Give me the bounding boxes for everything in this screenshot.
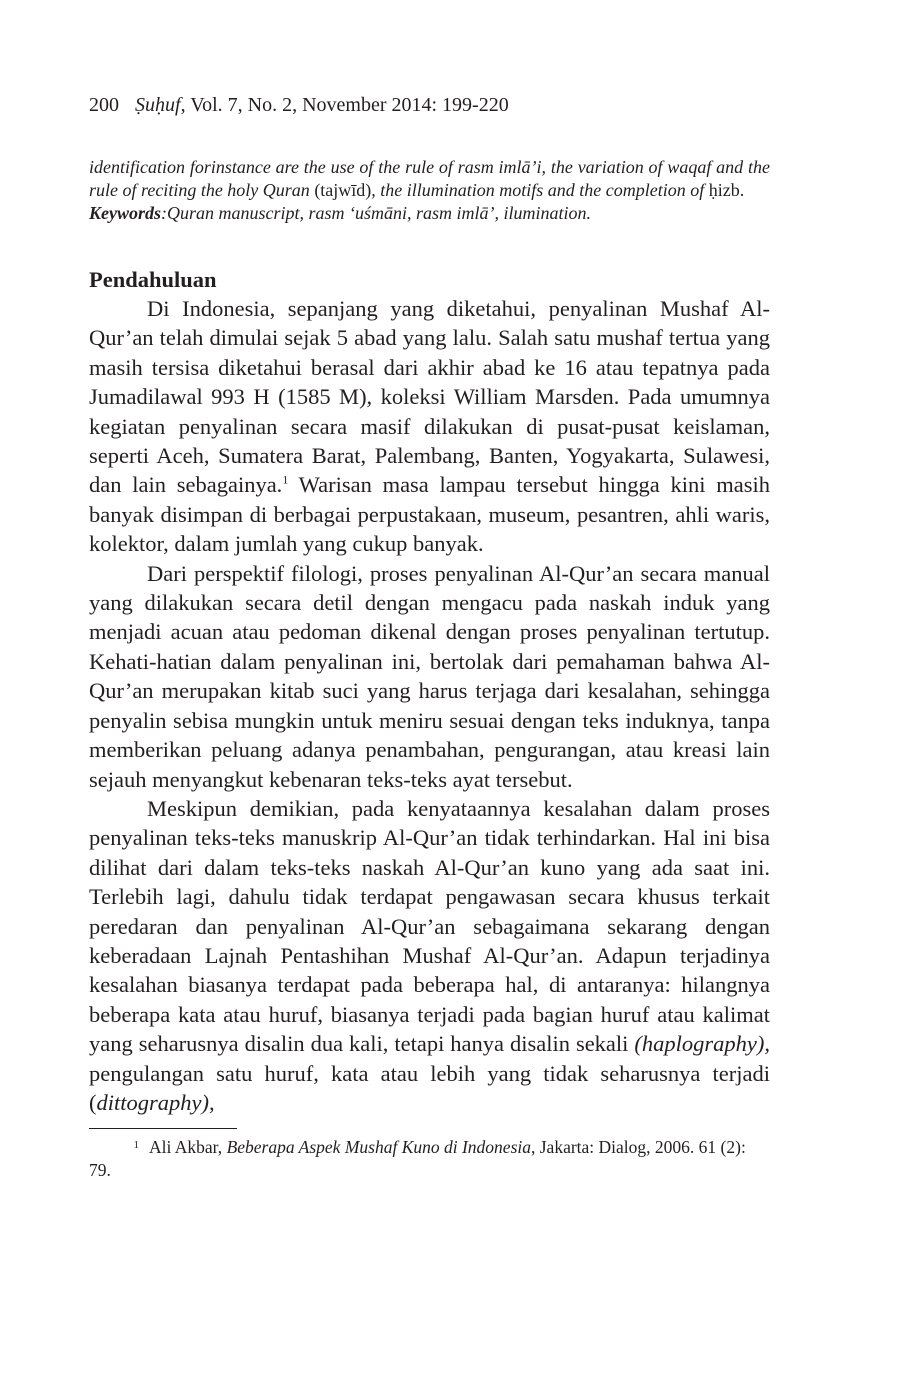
footnote-number: 1 bbox=[133, 1139, 139, 1152]
footnote-title: Beberapa Aspek Mushaf Kuno di Indonesia bbox=[226, 1137, 531, 1158]
paragraph-3-text-b: pengulangan satu huruf, kata atau lebih yang tidak seharusnya terjadi ( bbox=[89, 1060, 770, 1115]
footnote-rest: , Jakarta: Dialog, 2006. 61 (2): 79. bbox=[89, 1137, 746, 1181]
abstract-hizb: ḥizb. bbox=[708, 180, 745, 200]
keywords bbox=[89, 202, 770, 225]
paragraph-2: Dari perspektif filologi, proses penyalinan Al-Qur’an secara manual yang dilakukan secara detil dengan mengacu pada naskah induk yang menjadi acuan atau pedoman dikenal dengan proses penyalinan tertutup. Kehati-hatian dalam penyalinan ini, bertolak dari pemahaman bahwa Al-Qur’an merupakan kitab suci yang harus terjaga dari kesalahan, sehingga penyalin sebisa mungkin untuk meniru sesuai dengan teks induknya, tanpa memberikan peluang adanya penambahan, pengurangan, atau kreasi lain sejauh menyangkut kebenaran teks-teks ayat tersebut. bbox=[89, 560, 770, 792]
keywords-text: :Quran manuscript, rasm ‘uśmāni, rasm imlā’, ilumination. bbox=[161, 203, 592, 223]
paragraph-1-text-a: Di Indonesia, sepanjang yang diketahui, penyalinan Mushaf Al-Qur’an telah dimulai sejak 5 abad yang lalu. Salah satu mushaf tertua yang masih tersisa diketahui berasal dari akhir abad ke 16 atau tepatnya pada Jumadilawal 993 H (1585 M), koleksi William Marsden. Pada umumnya kegiatan penyalinan secara masif dilakukan di pusat-pusat keislaman, seperti Aceh, Sumatera Barat, Palembang, Banten, Yogyakarta, Sulawesi, dan lain sebagainya. bbox=[89, 296, 770, 498]
paragraph-1-text-b: Warisan masa lampau tersebut hingga kini masih banyak disimpan di berbagai perpustakaan, museum, pesantren, ahli waris, kolektor, dalam jumlah yang cukup banyak. bbox=[89, 472, 770, 557]
term-haplography: (haplography), bbox=[634, 1031, 770, 1057]
paragraph-3 bbox=[89, 794, 770, 1117]
term-dittography: dittography), bbox=[96, 1089, 215, 1115]
abstract-part-1: identification forinstance are the use of the rule of rasm imlā’i, the variation of waqaf and the rule of reciting the holy Quran bbox=[89, 157, 770, 200]
footnote-author: Ali Akbar, bbox=[149, 1137, 227, 1158]
body-text bbox=[89, 294, 770, 1117]
section-title: Pendahuluan bbox=[89, 267, 217, 292]
abstract-text bbox=[89, 156, 770, 202]
abstract-part-2: , the illumination motifs and the completion of bbox=[371, 180, 709, 200]
journal-citation: , Vol. 7, No. 2, November 2014: 199-220 bbox=[180, 94, 509, 116]
footnote-rule bbox=[89, 1128, 237, 1129]
paragraph-3-text-a: Meskipun demikian, pada kenyataannya kesalahan dalam proses penyalinan teks-teks manuskrip Al-Qur’an tidak terhindarkan. Hal ini bisa dilihat dari dalam teks-teks naskah Al-Qur’an kuno yang ada saat ini. Terlebih lagi, dahulu tidak terdapat pengawasan secara khusus terkait peredaran dan penyalinan Al-Qur’an sebagaimana sekarang dengan keberadaan Lajnah Pentashihan Mushaf Al-Qur’an. Adapun terjadinya kesalahan biasanya terdapat pada beberapa hal, di antaranya: hilangnya beberapa kata atau huruf, biasanya terjadi pada bagian huruf atau kalimat yang seharusnya disalin dua kali, tetapi hanya disalin sekali bbox=[89, 795, 770, 1057]
running-head bbox=[89, 92, 770, 118]
journal-name: Ṣuḥuf bbox=[135, 94, 181, 116]
paragraph-1 bbox=[89, 294, 770, 559]
footnote bbox=[89, 1136, 770, 1182]
keywords-label: Keywords bbox=[89, 203, 161, 223]
footnote-reference: 1 bbox=[282, 472, 289, 487]
document-page bbox=[89, 92, 770, 1182]
abstract-tajwid: (tajwīd) bbox=[314, 180, 372, 200]
page-number: 200 bbox=[89, 94, 119, 116]
